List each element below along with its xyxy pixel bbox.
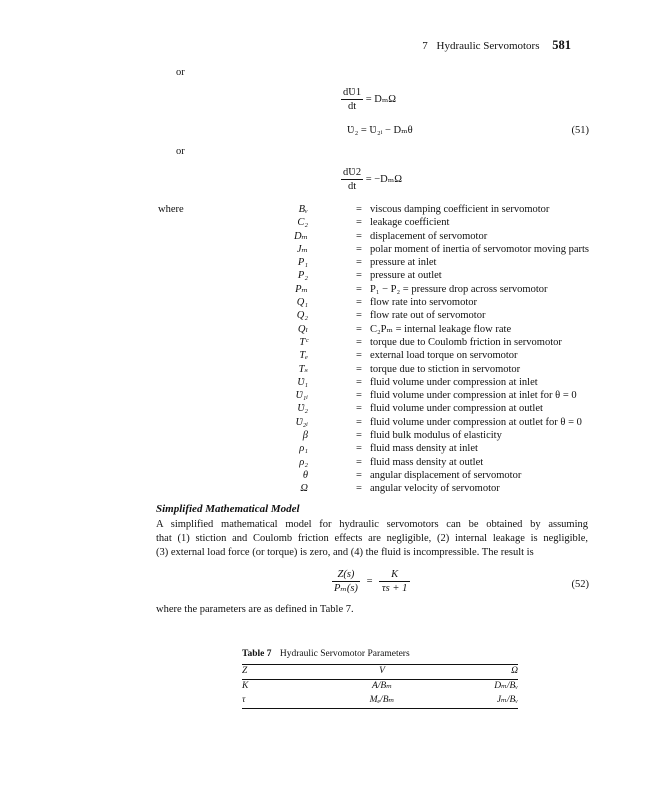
definition-symbol: Qₗ bbox=[297, 323, 308, 335]
definition-equals: = bbox=[356, 403, 362, 415]
definition-equals: = bbox=[356, 257, 362, 269]
equation-number-52: (52) bbox=[571, 579, 589, 590]
where-label: where bbox=[158, 204, 184, 215]
table-header-cell: V bbox=[379, 665, 385, 676]
fraction-numerator: K bbox=[379, 568, 410, 582]
definition-description: angular displacement of servomotor bbox=[370, 469, 522, 481]
fraction bbox=[341, 86, 363, 113]
definition-symbol: P₂ bbox=[297, 270, 308, 282]
table-row bbox=[242, 679, 518, 693]
table-cell: K bbox=[242, 680, 249, 691]
chapter-number: 7 bbox=[422, 40, 428, 52]
definition-equals: = bbox=[356, 323, 362, 335]
definition-row bbox=[158, 469, 638, 482]
definition-description: P₁ − P₂ = pressure drop across servomotor bbox=[370, 283, 548, 295]
definition-equals: = bbox=[356, 456, 362, 468]
definition-description: fluid volume under compression at outlet for θ = 0 bbox=[370, 416, 582, 428]
definition-symbol: Ʋ₁ bbox=[297, 376, 308, 388]
definition-row bbox=[158, 323, 638, 336]
definition-equals: = bbox=[356, 310, 362, 322]
table-reference-sentence: where the parameters are as defined in Table 7. bbox=[156, 604, 354, 615]
definition-description: fluid volume under compression at inlet bbox=[370, 376, 538, 388]
definition-symbol: Tₑ bbox=[299, 350, 308, 362]
definition-row bbox=[158, 296, 638, 309]
table-header-cell: Ω bbox=[511, 665, 518, 676]
definition-row bbox=[158, 389, 638, 402]
definition-description: torque due to Coulomb friction in servomotor bbox=[370, 336, 562, 348]
running-header bbox=[422, 38, 571, 54]
definition-symbol: C₂ bbox=[297, 217, 308, 229]
table-header-row bbox=[242, 664, 518, 679]
table-caption bbox=[242, 649, 518, 661]
definition-row bbox=[158, 283, 638, 296]
definition-description: fluid mass density at outlet bbox=[370, 456, 484, 468]
definition-description: pressure at outlet bbox=[370, 270, 442, 282]
table-cell: Mₑ/Bₘ bbox=[369, 694, 395, 705]
definition-description: viscous damping coefficient in servomotor bbox=[370, 204, 550, 215]
definition-description: fluid mass density at inlet bbox=[370, 443, 478, 455]
definition-equals: = bbox=[356, 390, 362, 402]
definition-symbol: Ʋ₁ᵢ bbox=[295, 390, 308, 402]
fraction-denominator: dt bbox=[347, 101, 357, 113]
definitions-list bbox=[158, 203, 638, 496]
definition-row bbox=[158, 402, 638, 415]
definition-description: polar moment of inertia of servomotor moving parts bbox=[370, 243, 589, 255]
section-paragraph bbox=[156, 518, 588, 560]
equation-a bbox=[341, 86, 396, 113]
definition-row bbox=[158, 429, 638, 442]
table-cell: Dₘ/Bᵥ bbox=[494, 680, 518, 691]
fraction-denominator: Pₘ(s) bbox=[334, 583, 358, 595]
definition-symbol: ρ₁ bbox=[299, 443, 308, 455]
fraction-right bbox=[379, 568, 410, 595]
table-row bbox=[242, 694, 518, 708]
definition-description: fluid volume under compression at inlet for θ = 0 bbox=[370, 390, 577, 402]
definition-description: displacement of servomotor bbox=[370, 230, 488, 242]
equals-sign: = bbox=[366, 576, 373, 588]
definition-equals: = bbox=[356, 204, 362, 215]
definition-description: fluid volume under compression at outlet bbox=[370, 403, 543, 415]
definition-description: pressure at inlet bbox=[370, 257, 437, 269]
definition-equals: = bbox=[356, 363, 362, 375]
definition-symbol: Ʋ₂ᵢ bbox=[295, 416, 308, 428]
definition-row bbox=[158, 349, 638, 362]
fraction-denominator: dt bbox=[347, 181, 357, 193]
fraction-left bbox=[332, 568, 360, 595]
definition-row bbox=[158, 216, 638, 229]
table-cell: A/Bₘ bbox=[371, 680, 393, 691]
definition-description: C₂Pₘ = internal leakage flow rate bbox=[370, 323, 512, 335]
fraction-numerator: Z(s) bbox=[332, 568, 360, 582]
table-cell: Jₘ/Bᵥ bbox=[496, 694, 518, 705]
definition-description: leakage coefficient bbox=[370, 217, 450, 229]
definition-equals: = bbox=[356, 270, 362, 282]
definition-description: fluid bulk modulus of elasticity bbox=[370, 430, 502, 442]
definition-symbol: Tᶜ bbox=[299, 336, 308, 348]
table-label: Table 7 bbox=[242, 649, 272, 659]
paragraph-line: A simplified mathematical model for hydraulic servomotors can be obtained by assuming bbox=[156, 519, 588, 530]
definition-row bbox=[158, 203, 638, 216]
page-number: 581 bbox=[552, 38, 571, 52]
definition-description: flow rate into servomotor bbox=[370, 297, 478, 309]
definition-symbol: Ω bbox=[300, 483, 308, 495]
definition-symbol: P₁ bbox=[297, 257, 308, 269]
definition-row bbox=[158, 482, 638, 495]
definition-equals: = bbox=[356, 297, 362, 309]
or-connector-2: or bbox=[176, 146, 185, 157]
definition-symbol: θ bbox=[302, 469, 308, 481]
table-cell: τ bbox=[242, 694, 246, 705]
definition-row bbox=[158, 336, 638, 349]
table-7 bbox=[242, 649, 518, 709]
definition-row bbox=[158, 442, 638, 455]
paragraph-line: (3) external load force (or torque) is zero, and (4) the fluid is incompressible. The result is bbox=[156, 547, 534, 558]
definition-symbol: Q₁ bbox=[296, 297, 308, 309]
table-title: Hydraulic Servomotor Parameters bbox=[279, 649, 410, 659]
definition-row bbox=[158, 269, 638, 282]
definition-symbol: ρ₂ bbox=[299, 456, 308, 468]
definition-equals: = bbox=[356, 336, 362, 348]
fraction-denominator: τs + 1 bbox=[381, 583, 408, 595]
parameters-table bbox=[242, 664, 518, 709]
definition-description: flow rate out of servomotor bbox=[370, 310, 486, 322]
definition-symbol: β bbox=[302, 430, 308, 442]
definition-description: angular velocity of servomotor bbox=[370, 483, 500, 495]
definition-equals: = bbox=[356, 416, 362, 428]
or-connector-1: or bbox=[176, 67, 185, 78]
equation-rhs: = DₘΩ bbox=[365, 94, 397, 106]
definition-row bbox=[158, 456, 638, 469]
definition-symbol: Jₘ bbox=[296, 243, 308, 255]
definition-description: torque due to stiction in servomotor bbox=[370, 363, 521, 375]
definition-row bbox=[158, 363, 638, 376]
chapter-title: Hydraulic Servomotors bbox=[436, 40, 540, 52]
equation-number-51: (51) bbox=[571, 125, 589, 136]
definition-row bbox=[158, 376, 638, 389]
fraction-numerator: dƲ2 bbox=[341, 166, 363, 180]
definition-equals: = bbox=[356, 283, 362, 295]
definition-equals: = bbox=[356, 443, 362, 455]
definition-row bbox=[158, 243, 638, 256]
definition-symbol: Dₘ bbox=[293, 230, 308, 242]
definition-equals: = bbox=[356, 350, 362, 362]
paragraph-line: that (1) stiction and Coulomb friction effects are negligible, (2) internal leakage is negligible, bbox=[156, 533, 588, 544]
definition-row bbox=[158, 416, 638, 429]
definition-symbol: Ʋ₂ bbox=[297, 403, 308, 415]
equation-rhs: = −DₘΩ bbox=[365, 174, 403, 186]
definition-symbol: Tₛ bbox=[298, 363, 308, 375]
fraction bbox=[341, 166, 363, 193]
definition-symbol: Pₘ bbox=[295, 283, 308, 295]
definition-equals: = bbox=[356, 217, 362, 229]
definition-equals: = bbox=[356, 376, 362, 388]
definition-equals: = bbox=[356, 243, 362, 255]
definition-equals: = bbox=[356, 230, 362, 242]
definition-equals: = bbox=[356, 430, 362, 442]
equation-b: Ʋ₂ = Ʋ₂ᵢ − Dₘθ bbox=[347, 125, 413, 136]
definition-symbol: Q₂ bbox=[296, 310, 308, 322]
definition-row bbox=[158, 309, 638, 322]
definition-symbol: Bᵥ bbox=[298, 204, 308, 215]
definition-equals: = bbox=[356, 483, 362, 495]
transfer-function bbox=[332, 568, 410, 595]
definition-row bbox=[158, 256, 638, 269]
section-title: Simplified Mathematical Model bbox=[156, 503, 300, 515]
equation-c bbox=[341, 166, 402, 193]
fraction-numerator: dƲ1 bbox=[341, 86, 363, 100]
definition-row bbox=[158, 230, 638, 243]
table-header-cell: Z bbox=[242, 665, 248, 676]
definition-equals: = bbox=[356, 469, 362, 481]
definition-description: external load torque on servomotor bbox=[370, 350, 518, 362]
